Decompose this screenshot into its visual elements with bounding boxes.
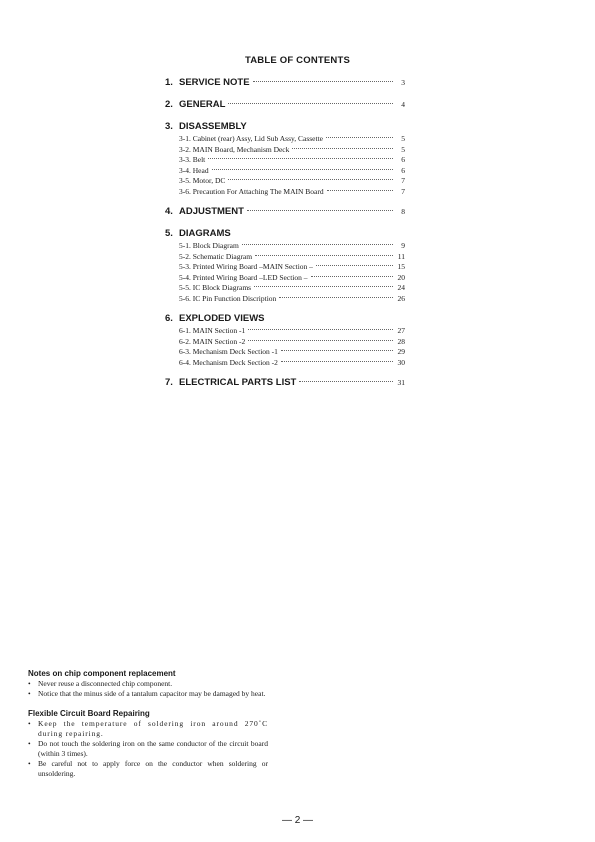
toc-item[interactable] xyxy=(179,166,405,177)
item-label: 3-2. MAIN Board, Mechanism Deck xyxy=(179,144,290,154)
toc-item[interactable] xyxy=(179,283,405,294)
page-footer-number: — 2 — xyxy=(281,815,314,826)
toc-item[interactable] xyxy=(179,134,405,145)
page-number: 8 xyxy=(401,207,405,216)
page-number: 30 xyxy=(397,357,405,367)
dot-leader xyxy=(311,276,394,277)
dot-leader xyxy=(292,148,393,149)
dot-leader xyxy=(228,103,393,104)
page-number: 4 xyxy=(401,100,405,109)
dot-leader xyxy=(255,255,393,256)
toc-subitems xyxy=(165,326,405,368)
dot-leader xyxy=(316,265,393,266)
dot-leader xyxy=(228,179,393,180)
page-number: 9 xyxy=(401,241,405,250)
toc-section-diagrams xyxy=(165,227,405,304)
section-number: 2. xyxy=(165,99,173,110)
section-number: 4. xyxy=(165,206,173,217)
page-number: 27 xyxy=(397,326,405,335)
page-number: 29 xyxy=(397,347,405,356)
note-item: • Never reuse a disconnected chip component. xyxy=(28,679,268,689)
toc-item[interactable] xyxy=(179,262,405,273)
toc-item[interactable] xyxy=(179,273,405,284)
item-label: 6-1. MAIN Section -1 xyxy=(179,326,246,335)
page-number: 3 xyxy=(401,78,405,87)
item-label: 5-6. IC Pin Function Discription xyxy=(179,293,277,303)
toc-section-heading[interactable] xyxy=(165,98,405,112)
page-number: 11 xyxy=(397,251,405,261)
toc-section-heading[interactable] xyxy=(165,120,405,134)
toc-section-general xyxy=(165,98,405,112)
section-number: 3. xyxy=(165,121,173,132)
toc-item[interactable] xyxy=(179,252,405,263)
dot-leader xyxy=(327,190,393,191)
item-label: 6-4. Mechanism Deck Section -2 xyxy=(179,357,278,367)
dot-leader xyxy=(247,210,393,211)
page-number: 20 xyxy=(397,272,405,282)
dot-leader xyxy=(253,81,393,82)
toc-item[interactable] xyxy=(179,294,405,305)
dot-leader xyxy=(279,297,393,298)
section-title: SERVICE NOTE xyxy=(179,77,250,88)
notes-list xyxy=(28,719,268,779)
section-title: DISASSEMBLY xyxy=(179,121,247,132)
toc-subitems xyxy=(165,241,405,304)
toc-item[interactable] xyxy=(179,187,405,198)
toc-item[interactable] xyxy=(179,145,405,156)
toc-section-heading[interactable] xyxy=(165,76,405,90)
toc-section-disassembly xyxy=(165,120,405,197)
page-number: 26 xyxy=(397,293,405,303)
item-label: 5-4. Printed Wiring Board –LED Section – xyxy=(179,272,308,282)
item-label: 5-3. Printed Wiring Board –MAIN Section – xyxy=(179,262,313,271)
table-of-contents xyxy=(165,76,405,398)
toc-item[interactable] xyxy=(179,358,405,369)
toc-section-exploded-views xyxy=(165,312,405,368)
toc-section-service-note xyxy=(165,76,405,90)
item-label: 5-2. Schematic Diagram xyxy=(179,251,253,261)
toc-item[interactable] xyxy=(179,241,405,252)
item-label: 3-4. Head xyxy=(179,165,209,175)
dot-leader xyxy=(281,350,393,351)
page-number: 28 xyxy=(397,336,405,346)
notes-list xyxy=(28,679,268,699)
section-number: 1. xyxy=(165,77,173,88)
section-title: GENERAL xyxy=(179,99,226,110)
section-number: 7. xyxy=(165,377,173,388)
toc-subitems xyxy=(165,134,405,197)
dot-leader xyxy=(326,137,393,138)
page-number: 5 xyxy=(401,134,405,143)
item-label: 3-6. Precaution For Attaching The MAIN Board xyxy=(179,186,324,196)
dot-leader xyxy=(281,361,393,362)
notes-heading-flexible-board: Flexible Circuit Board Repairing xyxy=(28,709,150,718)
service-notes xyxy=(28,668,268,788)
section-number: 5. xyxy=(165,228,173,239)
dot-leader xyxy=(248,329,393,330)
toc-section-adjustment xyxy=(165,205,405,219)
section-number: 6. xyxy=(165,313,173,324)
toc-item[interactable] xyxy=(179,347,405,358)
item-label: 5-5. IC Block Diagrams xyxy=(179,283,252,292)
dot-leader xyxy=(212,169,393,170)
notes-heading-chip-replacement: Notes on chip component replacement xyxy=(28,669,176,678)
toc-item[interactable] xyxy=(179,326,405,337)
dot-leader xyxy=(254,286,393,287)
toc-section-heading[interactable] xyxy=(165,312,405,326)
page-number: 7 xyxy=(401,186,405,196)
page-title: TABLE OF CONTENTS xyxy=(244,55,351,66)
note-item: • Do not touch the soldering iron on the same conductor of the circuit board (within 3 times). xyxy=(28,739,268,759)
item-label: 3-1. Cabinet (rear) Assy, Lid Sub Assy, Cassette xyxy=(179,134,324,143)
item-label: 6-2. MAIN Section -2 xyxy=(179,336,246,346)
section-title: ADJUSTMENT xyxy=(179,206,244,217)
page-number: 31 xyxy=(397,378,405,387)
note-item: • Notice that the minus side of a tantalum capacitor may be damaged by heat. xyxy=(28,689,268,699)
note-item: • Keep the temperature of soldering iron around 270˚C during repairing. xyxy=(28,719,268,739)
section-title: ELECTRICAL PARTS LIST xyxy=(179,377,297,388)
section-title: EXPLODED VIEWS xyxy=(179,313,265,324)
page-number: 24 xyxy=(397,283,405,292)
page-number: 6 xyxy=(401,155,405,164)
page-number: 7 xyxy=(401,176,405,185)
dot-leader xyxy=(248,340,393,341)
item-label: 6-3. Mechanism Deck Section -1 xyxy=(179,347,278,356)
page-number: 15 xyxy=(397,262,405,271)
note-item: • Be careful not to apply force on the conductor when soldering or unsoldering. xyxy=(28,759,268,779)
dot-leader xyxy=(208,158,393,159)
page-number: 6 xyxy=(401,165,405,175)
toc-item[interactable] xyxy=(179,176,405,187)
dot-leader xyxy=(299,381,393,382)
toc-section-heading[interactable] xyxy=(165,205,405,219)
page-number: 5 xyxy=(401,144,405,154)
item-label: 3-3. Belt xyxy=(179,155,206,164)
toc-section-heading[interactable] xyxy=(165,227,405,241)
toc-section-electrical-parts-list xyxy=(165,376,405,390)
section-title: DIAGRAMS xyxy=(179,228,231,239)
dot-leader xyxy=(242,244,393,245)
item-label: 5-1. Block Diagram xyxy=(179,241,239,250)
toc-item[interactable] xyxy=(179,155,405,166)
item-label: 3-5. Motor, DC xyxy=(179,176,226,185)
toc-section-heading[interactable] xyxy=(165,376,405,390)
toc-item[interactable] xyxy=(179,337,405,348)
